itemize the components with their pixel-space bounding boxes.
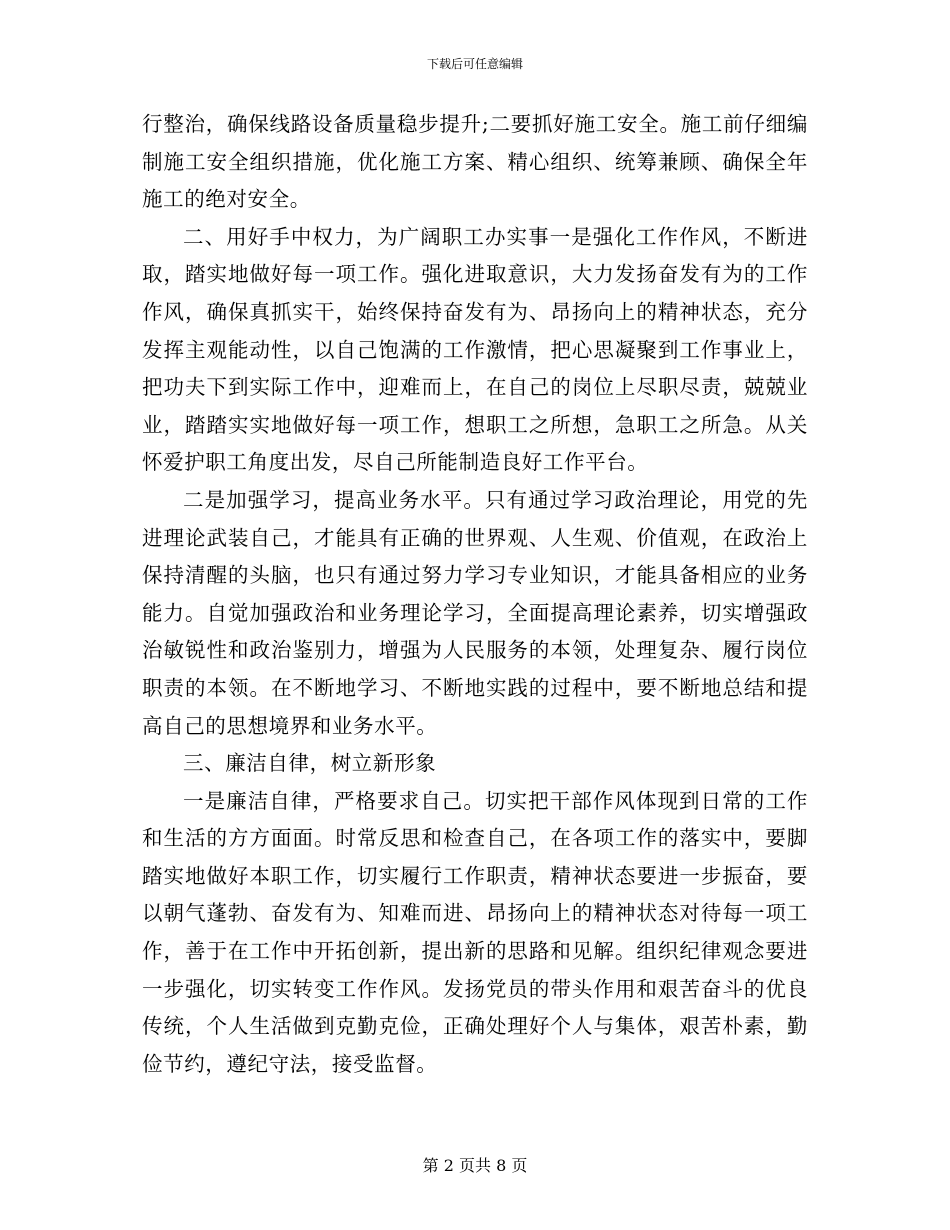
paragraph-3: 二是加强学习，提高业务水平。只有通过学习政治理论，用党的先进理论武装自己，才能具有正确的世界观、人生观、价值观，在政治上保持清醒的头脑，也只有通过努力学习专业知识，才能具备相应的业务能力。自觉加强政治和业务理论学习，全面提高理论素养，切实增强政治敏锐性和政治鉴别力，增强为人民服务的本领，处理复杂、履行岗位职责的本领。在不断地学习、不断地实践的过程中，要不断地总结和提高自己的思想境界和业务水平。 — [142, 487, 808, 738]
paragraph-2: 二、用好手中权力，为广阔职工办实事一是强化工作作风，不断进取，踏实地做好每一项工作。强化进取意识，大力发扬奋发有为的工作作风，确保真抓实干，始终保持奋发有为、昂扬向上的精神状态，充分发挥主观能动性，以自己饱满的工作激情，把心思凝聚到工作事业上，把功夫下到实际工作中，迎难而上，在自己的岗位上尽职尽责，兢兢业业，踏踏实实地做好每一项工作，想职工之所想，急职工之所急。从关怀爱护职工角度出发，尽自己所能制造良好工作平台。 — [142, 224, 808, 475]
section-heading: 三、廉洁自律，树立新形象 — [183, 751, 437, 776]
page-header: 下载后可任意编辑 — [426, 57, 523, 71]
paragraph-1: 行整治，确保线路设备质量稳步提升;二要抓好施工安全。施工前仔细编制施工安全组织措施，优化施工方案、精心组织、统筹兼顾、确保全年施工的绝对安全。 — [142, 112, 808, 212]
document-body — [142, 106, 808, 1083]
page-footer: 第 2 页共 8 页 — [422, 1156, 528, 1175]
paragraph-4: 一是廉洁自律，严格要求自己。切实把干部作风体现到日常的工作和生活的方方面面。时常反思和检查自己，在各项工作的落实中，要脚踏实地做好本职工作，切实履行工作职责，精神状态要进一步振奋，要以朝气蓬勃、奋发有为、知难而进、昂扬向上的精神状态对待每一项工作，善于在工作中开拓创新，提出新的思路和见解。组织纪律观念要进一步强化，切实转变工作作风。发扬党员的带头作用和艰苦奋斗的优良传统，个人生活做到克勤克俭，正确处理好个人与集体，艰苦朴素，勤俭节约，遵纪守法，接受监督。 — [142, 788, 808, 1076]
